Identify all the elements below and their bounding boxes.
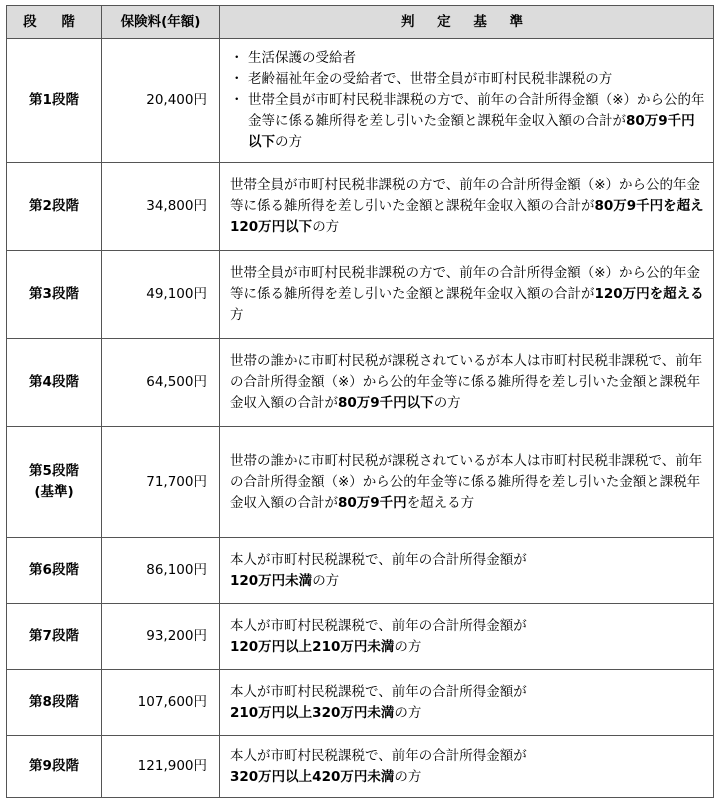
- table-row: [7, 604, 714, 670]
- table-row: [7, 339, 714, 427]
- criteria-threshold: 120万円以上210万円未満: [230, 638, 395, 655]
- criteria-cell: [220, 736, 714, 798]
- stage-cell: 第2段階: [7, 163, 102, 251]
- criteria-cell: [220, 163, 714, 251]
- header-premium: 保険料(年額): [102, 6, 220, 39]
- list-item: ・ 生活保護の受給者: [230, 48, 705, 69]
- premium-cell: 64,500円: [102, 339, 220, 427]
- criteria-threshold: 80万9千円以下: [338, 395, 434, 411]
- criteria-cell: [220, 39, 714, 163]
- criteria-suffix: の方: [394, 638, 422, 655]
- criteria-suffix: の方: [312, 572, 340, 589]
- premium-cell: 20,400円: [102, 39, 220, 163]
- criteria-suffix: の方: [394, 768, 422, 785]
- table-row: [7, 163, 714, 251]
- criteria-text: 本人が市町村民税課税で、前年の合計所得金額が: [230, 683, 527, 700]
- criteria-cell: [220, 604, 714, 670]
- header-stage: 段 階: [7, 6, 102, 39]
- list-item: [230, 90, 705, 153]
- stage-cell: 第7段階: [7, 604, 102, 670]
- header-criteria: 判 定 基 準: [220, 6, 714, 39]
- criteria-threshold: 80万9千円: [338, 494, 407, 511]
- criteria-threshold: 320万円以上420万円未満: [230, 768, 395, 785]
- criteria-threshold: 80万9千円以下: [248, 113, 695, 150]
- criteria-threshold: 80万9千円を超え120万円以下: [230, 198, 704, 235]
- criteria-suffix: 方: [230, 307, 244, 323]
- table-row: [7, 538, 714, 604]
- table-row: [7, 736, 714, 798]
- stage-cell: 第1段階: [7, 39, 102, 163]
- criteria-cell: [220, 538, 714, 604]
- stage-cell: 第4段階: [7, 339, 102, 427]
- criteria-threshold: 120万円未満: [230, 572, 313, 589]
- header-row: [7, 6, 714, 39]
- criteria-cell: [220, 339, 714, 427]
- criteria-text: 世帯の誰かに市町村民税が課税されているが本人は市町村民税非課税で、前年の合計所得金額（※）から公的年金等に係る雑所得を差し引いた金額と課税年金収入額の合計が: [230, 353, 703, 411]
- table-row: [7, 39, 714, 163]
- premium-cell: 71,700円: [102, 427, 220, 538]
- stage-cell: 第9段階: [7, 736, 102, 798]
- list-item: ・ 老齢福祉年金の受給者で、世帯全員が市町村民税非課税の方: [230, 69, 705, 90]
- criteria-text: 世帯全員が市町村民税非課税の方で、前年の合計所得金額（※）から公的年金等に係る雑所得を差し引いた金額と課税年金収入額の合計が: [248, 92, 705, 129]
- premium-cell: 93,200円: [102, 604, 220, 670]
- stage-cell: 第8段階: [7, 670, 102, 736]
- criteria-text: 世帯の誰かに市町村民税が課税されているが本人は市町村民税非課税で、前年の合計所得金額（※）から公的年金等に係る雑所得を差し引いた金額と課税年金収入額の合計が: [230, 452, 703, 511]
- criteria-list: [230, 48, 705, 153]
- criteria-suffix: の方: [433, 395, 461, 411]
- stage-cell: 第3段階: [7, 251, 102, 339]
- criteria-cell: [220, 251, 714, 339]
- premium-cell: 49,100円: [102, 251, 220, 339]
- criteria-threshold: 120万円を超える: [594, 286, 704, 302]
- criteria-threshold: 210万円以上320万円未満: [230, 704, 395, 721]
- table-row: [7, 427, 714, 538]
- criteria-suffix: の方: [312, 219, 340, 235]
- stage-cell: 第6段階: [7, 538, 102, 604]
- premium-cell: 86,100円: [102, 538, 220, 604]
- table-row: [7, 670, 714, 736]
- criteria-text: 本人が市町村民税課税で、前年の合計所得金額が: [230, 617, 527, 634]
- criteria-cell: [220, 427, 714, 538]
- premium-table: [6, 5, 714, 798]
- premium-cell: 34,800円: [102, 163, 220, 251]
- stage-cell: [7, 427, 102, 538]
- premium-cell: 121,900円: [102, 736, 220, 798]
- stage-label: 第5段階: [29, 463, 79, 479]
- criteria-cell: [220, 670, 714, 736]
- criteria-suffix: の方: [394, 704, 422, 721]
- criteria-suffix: を超える方: [406, 494, 475, 511]
- criteria-suffix: の方: [275, 134, 302, 150]
- premium-cell: 107,600円: [102, 670, 220, 736]
- criteria-text: 本人が市町村民税課税で、前年の合計所得金額が: [230, 747, 527, 764]
- criteria-text: 世帯全員が市町村民税非課税の方で、前年の合計所得金額（※）から公的年金等に係る雑所得を差し引いた金額と課税年金収入額の合計が: [230, 177, 701, 214]
- table-row: [7, 251, 714, 339]
- stage-sublabel: (基準): [34, 484, 74, 500]
- criteria-text: 世帯全員が市町村民税非課税の方で、前年の合計所得金額（※）から公的年金等に係る雑所得を差し引いた金額と課税年金収入額の合計が: [230, 265, 701, 302]
- criteria-text: 本人が市町村民税課税で、前年の合計所得金額が: [230, 551, 527, 568]
